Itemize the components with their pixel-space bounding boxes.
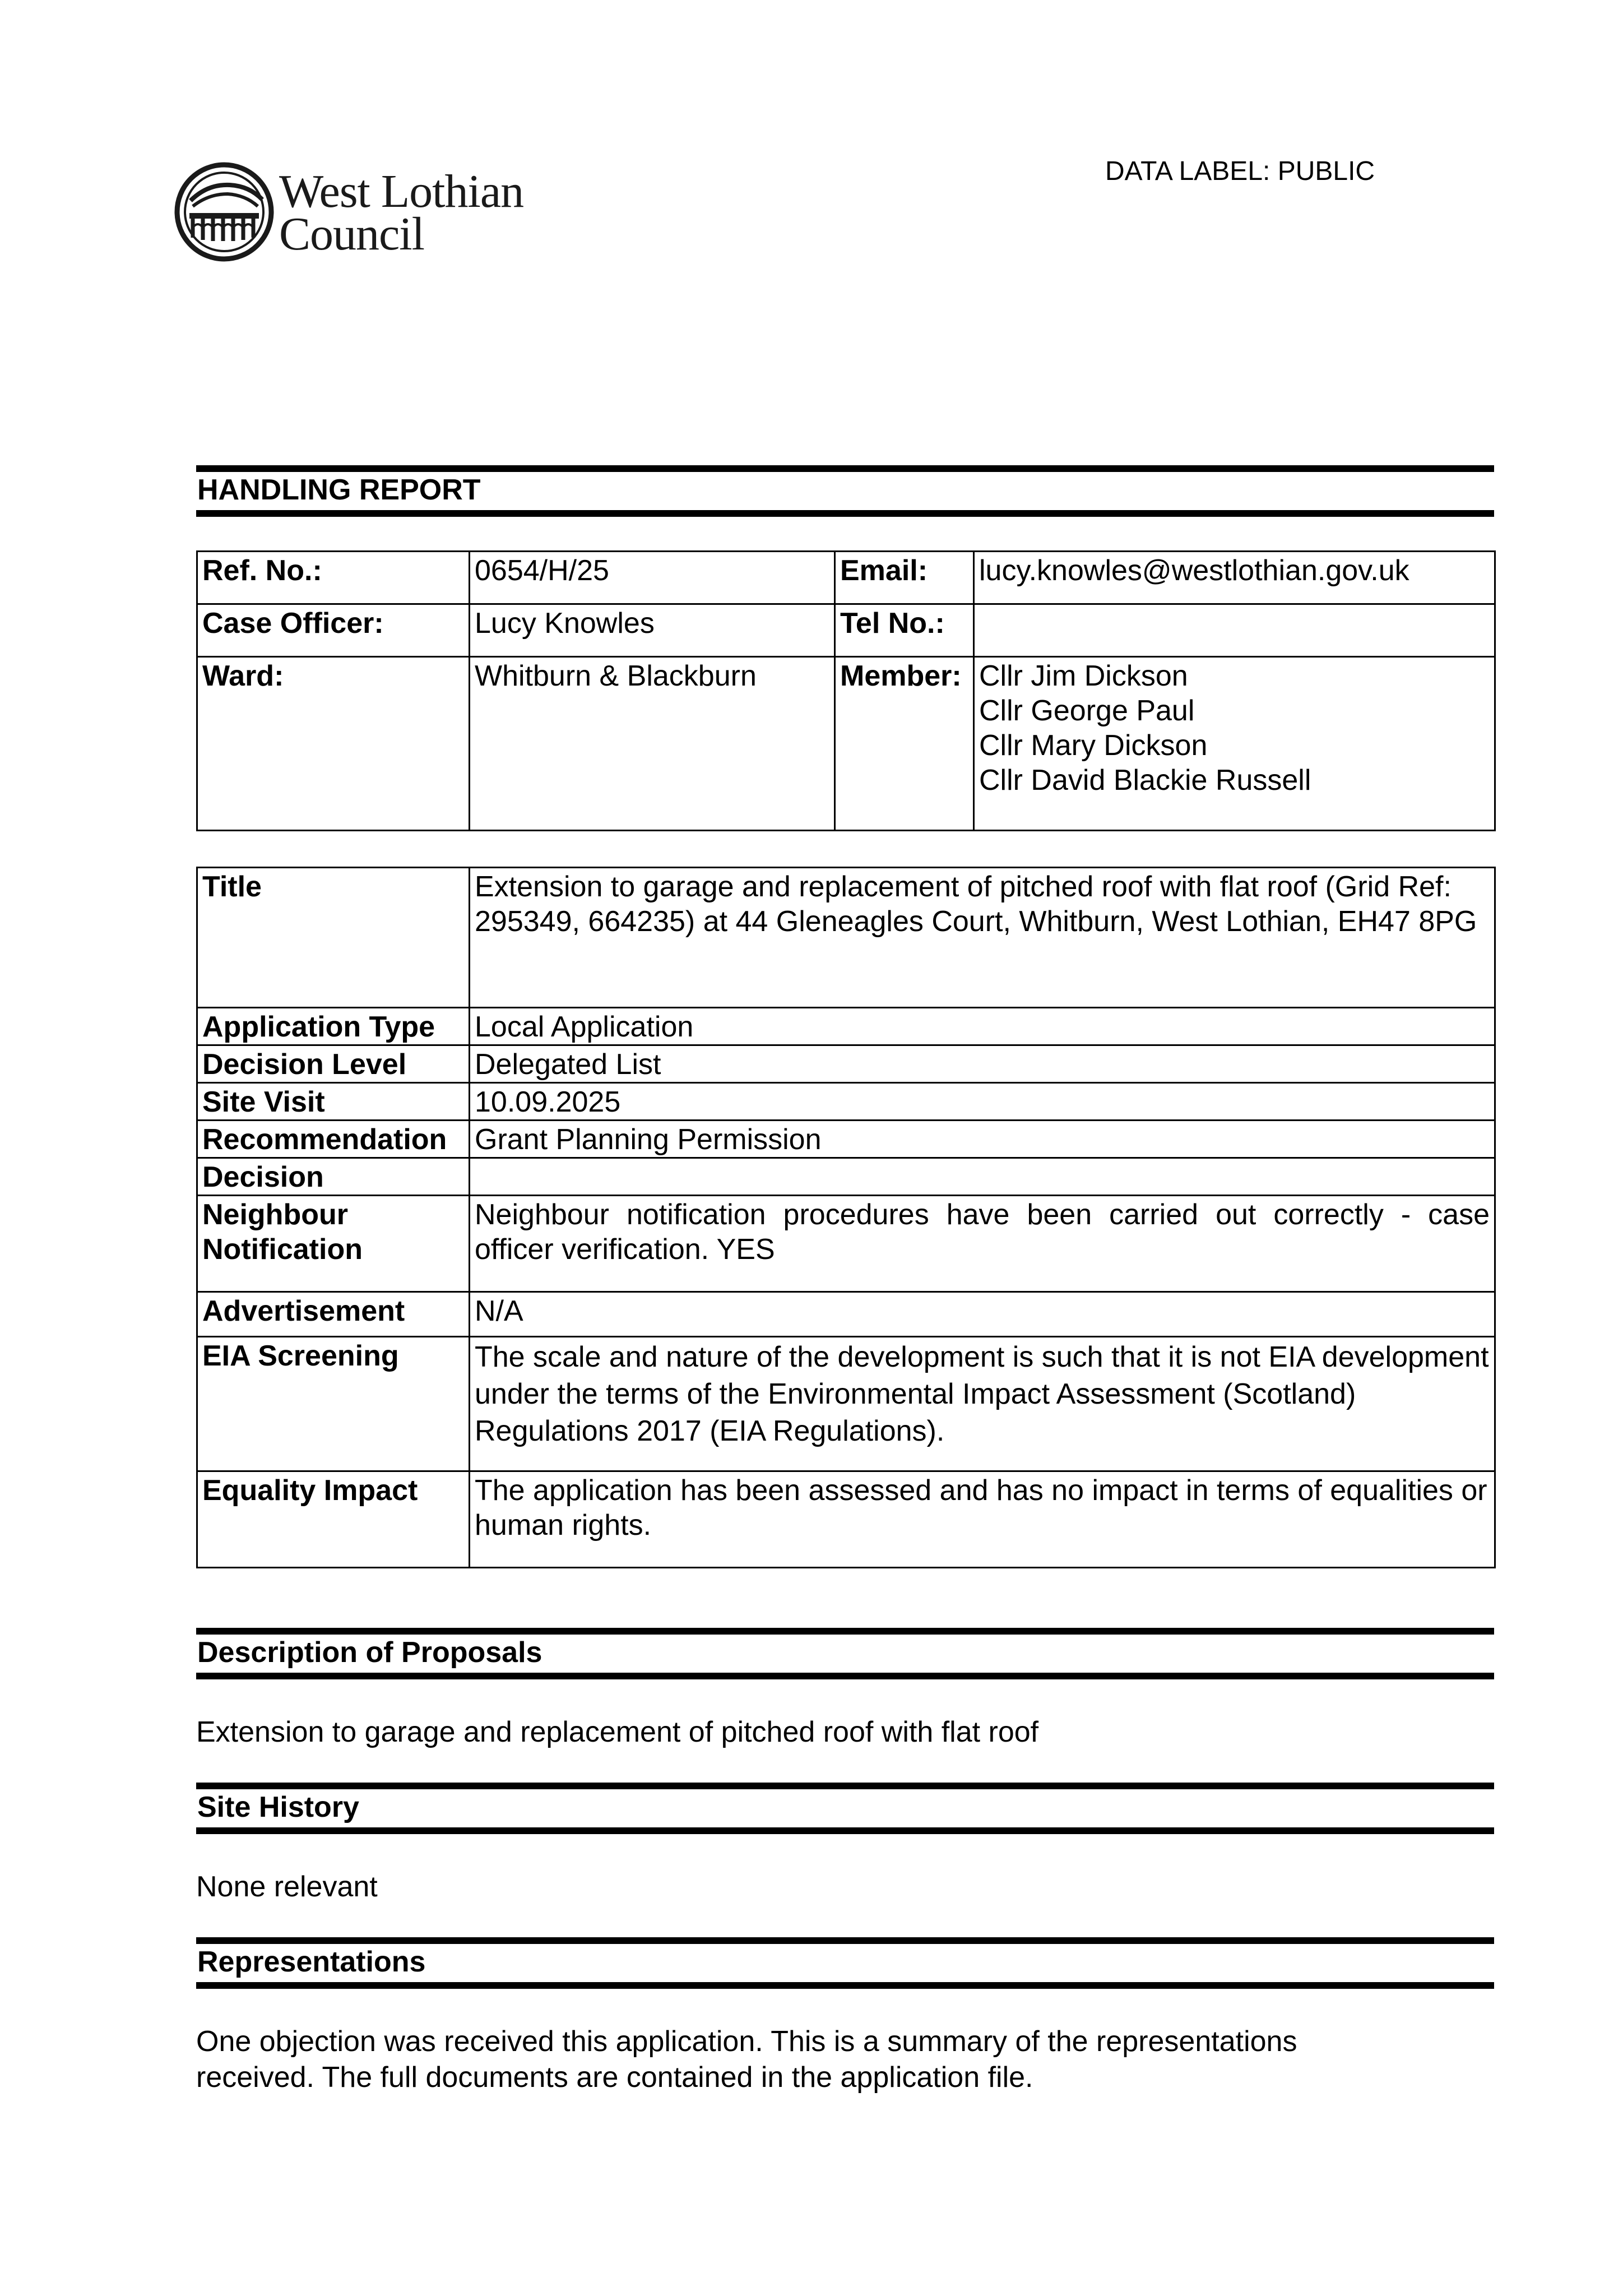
advertisement-label: Advertisement bbox=[197, 1292, 470, 1337]
member-item: Cllr Mary Dickson bbox=[979, 729, 1208, 762]
table-row bbox=[197, 552, 1495, 604]
ref-no-label: Ref. No.: bbox=[197, 552, 470, 604]
eia-screening-value: The scale and nature of the development is such that it is not EIA development under the terms of the Environmental Impact Assessment (Scotland) Regulations 2017 (EIA Regulations). bbox=[470, 1337, 1495, 1471]
email-value[interactable]: lucy.knowles@westlothian.gov.uk bbox=[974, 552, 1495, 604]
handling-report-heading-bar bbox=[196, 465, 1494, 517]
table-row bbox=[197, 1045, 1495, 1083]
representations-heading-bar bbox=[196, 1937, 1494, 1989]
council-logo bbox=[174, 161, 555, 268]
tel-label: Tel No.: bbox=[835, 604, 974, 657]
description-text: Extension to garage and replacement of pitched roof with flat roof bbox=[196, 1716, 1039, 1748]
table-row bbox=[197, 1008, 1495, 1045]
case-details-table bbox=[196, 550, 1496, 831]
equality-impact-label: Equality Impact bbox=[197, 1471, 470, 1568]
description-heading-bar bbox=[196, 1628, 1494, 1679]
table-row bbox=[197, 1121, 1495, 1158]
neighbour-notification-label bbox=[197, 1196, 470, 1292]
decision-value bbox=[470, 1158, 1495, 1196]
site-history-text: None relevant bbox=[196, 1871, 378, 1903]
neighbour-notification-value: Neighbour notification procedures have been carried out correctly - case officer verification. YES bbox=[470, 1196, 1495, 1292]
equality-impact-value: The application has been assessed and has no impact in terms of equalities or human rights. bbox=[470, 1471, 1495, 1568]
member-label: Member: bbox=[835, 657, 974, 831]
application-type-value: Local Application bbox=[470, 1008, 1495, 1045]
neighbour-label-line2: Notification bbox=[202, 1233, 363, 1266]
table-row bbox=[197, 604, 1495, 657]
email-label: Email: bbox=[835, 552, 974, 604]
site-history-heading-bar bbox=[196, 1783, 1494, 1834]
advertisement-value: N/A bbox=[470, 1292, 1495, 1337]
table-row bbox=[197, 657, 1495, 831]
representations-text bbox=[196, 2024, 1297, 2095]
viaduct-emblem-icon bbox=[174, 161, 275, 262]
ward-value: Whitburn & Blackburn bbox=[470, 657, 835, 831]
decision-level-label: Decision Level bbox=[197, 1045, 470, 1083]
case-officer-value: Lucy Knowles bbox=[470, 604, 835, 657]
logo-text-line2: Council bbox=[279, 208, 424, 260]
representations-line2: received. The full documents are contained in the application file. bbox=[196, 2061, 1033, 2094]
representations-line1: One objection was received this application. This is a summary of the representations bbox=[196, 2025, 1297, 2058]
ref-no-value: 0654/H/25 bbox=[470, 552, 835, 604]
handling-report-heading: HANDLING REPORT bbox=[197, 474, 481, 506]
site-visit-value: 10.09.2025 bbox=[470, 1083, 1495, 1121]
member-list bbox=[974, 657, 1495, 831]
member-item: Cllr David Blackie Russell bbox=[979, 764, 1311, 797]
decision-level-value: Delegated List bbox=[470, 1045, 1495, 1083]
site-history-heading: Site History bbox=[197, 1791, 359, 1823]
table-row bbox=[197, 1471, 1495, 1568]
description-heading: Description of Proposals bbox=[197, 1636, 542, 1669]
neighbour-label-line1: Neighbour bbox=[202, 1198, 348, 1231]
ward-label: Ward: bbox=[197, 657, 470, 831]
tel-value bbox=[974, 604, 1495, 657]
decision-label: Decision bbox=[197, 1158, 470, 1196]
member-item: Cllr George Paul bbox=[979, 695, 1195, 727]
eia-screening-label: EIA Screening bbox=[197, 1337, 470, 1471]
table-row bbox=[197, 1337, 1495, 1471]
table-row bbox=[197, 1196, 1495, 1292]
case-officer-label: Case Officer: bbox=[197, 604, 470, 657]
title-label: Title bbox=[197, 868, 470, 1008]
member-item: Cllr Jim Dickson bbox=[979, 660, 1188, 692]
table-row bbox=[197, 1083, 1495, 1121]
representations-heading: Representations bbox=[197, 1946, 426, 1978]
recommendation-value: Grant Planning Permission bbox=[470, 1121, 1495, 1158]
recommendation-label: Recommendation bbox=[197, 1121, 470, 1158]
logo-text-line1: West Lothian bbox=[279, 165, 524, 217]
table-row bbox=[197, 868, 1495, 1008]
application-details-table bbox=[196, 867, 1496, 1568]
data-label: DATA LABEL: PUBLIC bbox=[1105, 156, 1375, 186]
title-value: Extension to garage and replacement of pitched roof with flat roof (Grid Ref: 295349, 664235) at 44 Gleneagles Court, Whitburn, West Lothian, EH47 8PG bbox=[470, 868, 1495, 1008]
table-row bbox=[197, 1158, 1495, 1196]
application-type-label: Application Type bbox=[197, 1008, 470, 1045]
table-row bbox=[197, 1292, 1495, 1337]
site-visit-label: Site Visit bbox=[197, 1083, 470, 1121]
